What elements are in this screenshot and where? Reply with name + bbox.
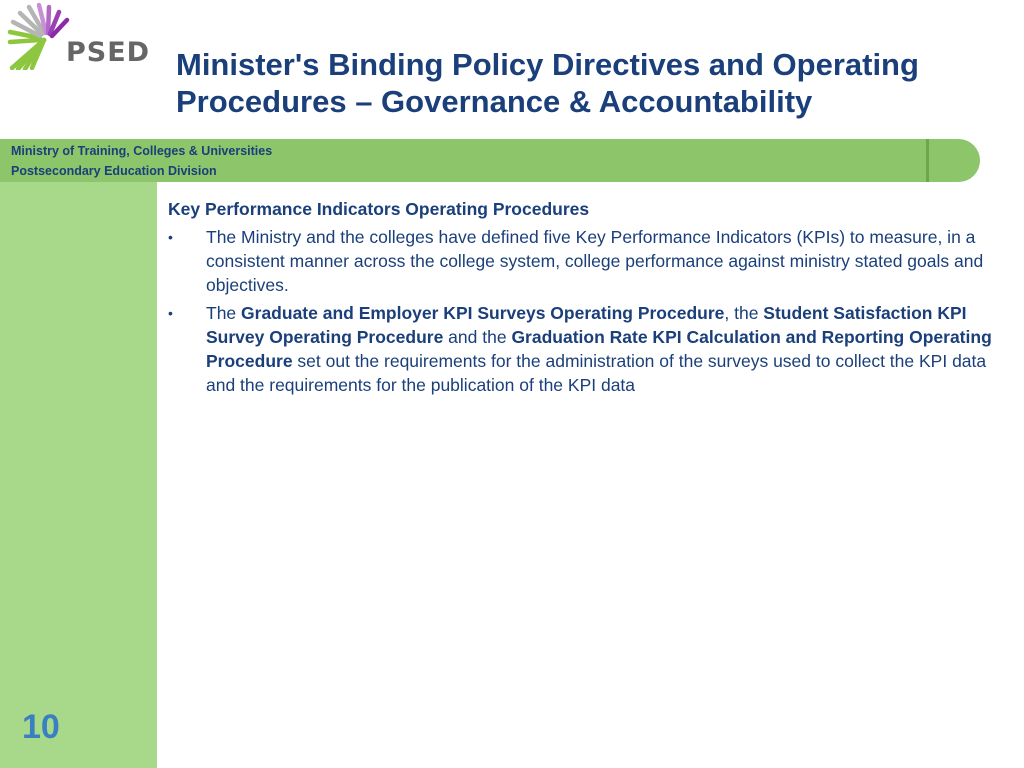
left-sidebar [0, 182, 157, 768]
slide-title [176, 46, 1016, 120]
bullet-text: The Ministry and the colleges have defined five Key Performance Indicators (KPIs) to measure, in a consistent manner across the college system, college performance against ministry stated goals and objectives. [206, 227, 984, 295]
bullet-text-part: , the [724, 303, 764, 323]
graduate-employer-procedure-name: Graduate and Employer KPI Surveys Operating Procedure [241, 303, 725, 323]
logo-text: PSED [66, 37, 151, 68]
bullet-text-part: The [206, 303, 242, 323]
slide-title-line-1: Minister's Binding Policy Directives and Operating [176, 47, 919, 82]
bullet-item-kpis [168, 225, 996, 297]
division-name: Postsecondary Education Division [11, 164, 217, 178]
psed-sunburst-icon [4, 2, 74, 70]
bullet-item-operating-procedures [168, 301, 996, 397]
bullet-text-part: set out the requirements for the administration of the surveys used to collect the KPI data and the requirements for the publication of the KPI data [206, 351, 987, 395]
bullet-icon: • [168, 229, 173, 245]
psed-logo [4, 2, 154, 74]
slide-content [168, 197, 996, 401]
content-heading: Key Performance Indicators Operating Procedures [168, 199, 590, 219]
bullet-text-part: and the [443, 327, 512, 347]
bullet-list [168, 225, 996, 397]
student-satisfaction-procedure-name: Student Satisfaction KPI Survey Operating Procedure [206, 303, 967, 347]
page-number: 10 [22, 708, 60, 746]
graduation-rate-procedure-name: Graduation Rate KPI Calculation and Reporting Operating Procedure [206, 327, 992, 371]
banner-divider [926, 139, 929, 182]
ministry-name: Ministry of Training, Colleges & Universities [11, 144, 273, 158]
bullet-icon: • [168, 305, 173, 321]
slide-title-line-2: Procedures – Governance & Accountability [176, 84, 813, 119]
